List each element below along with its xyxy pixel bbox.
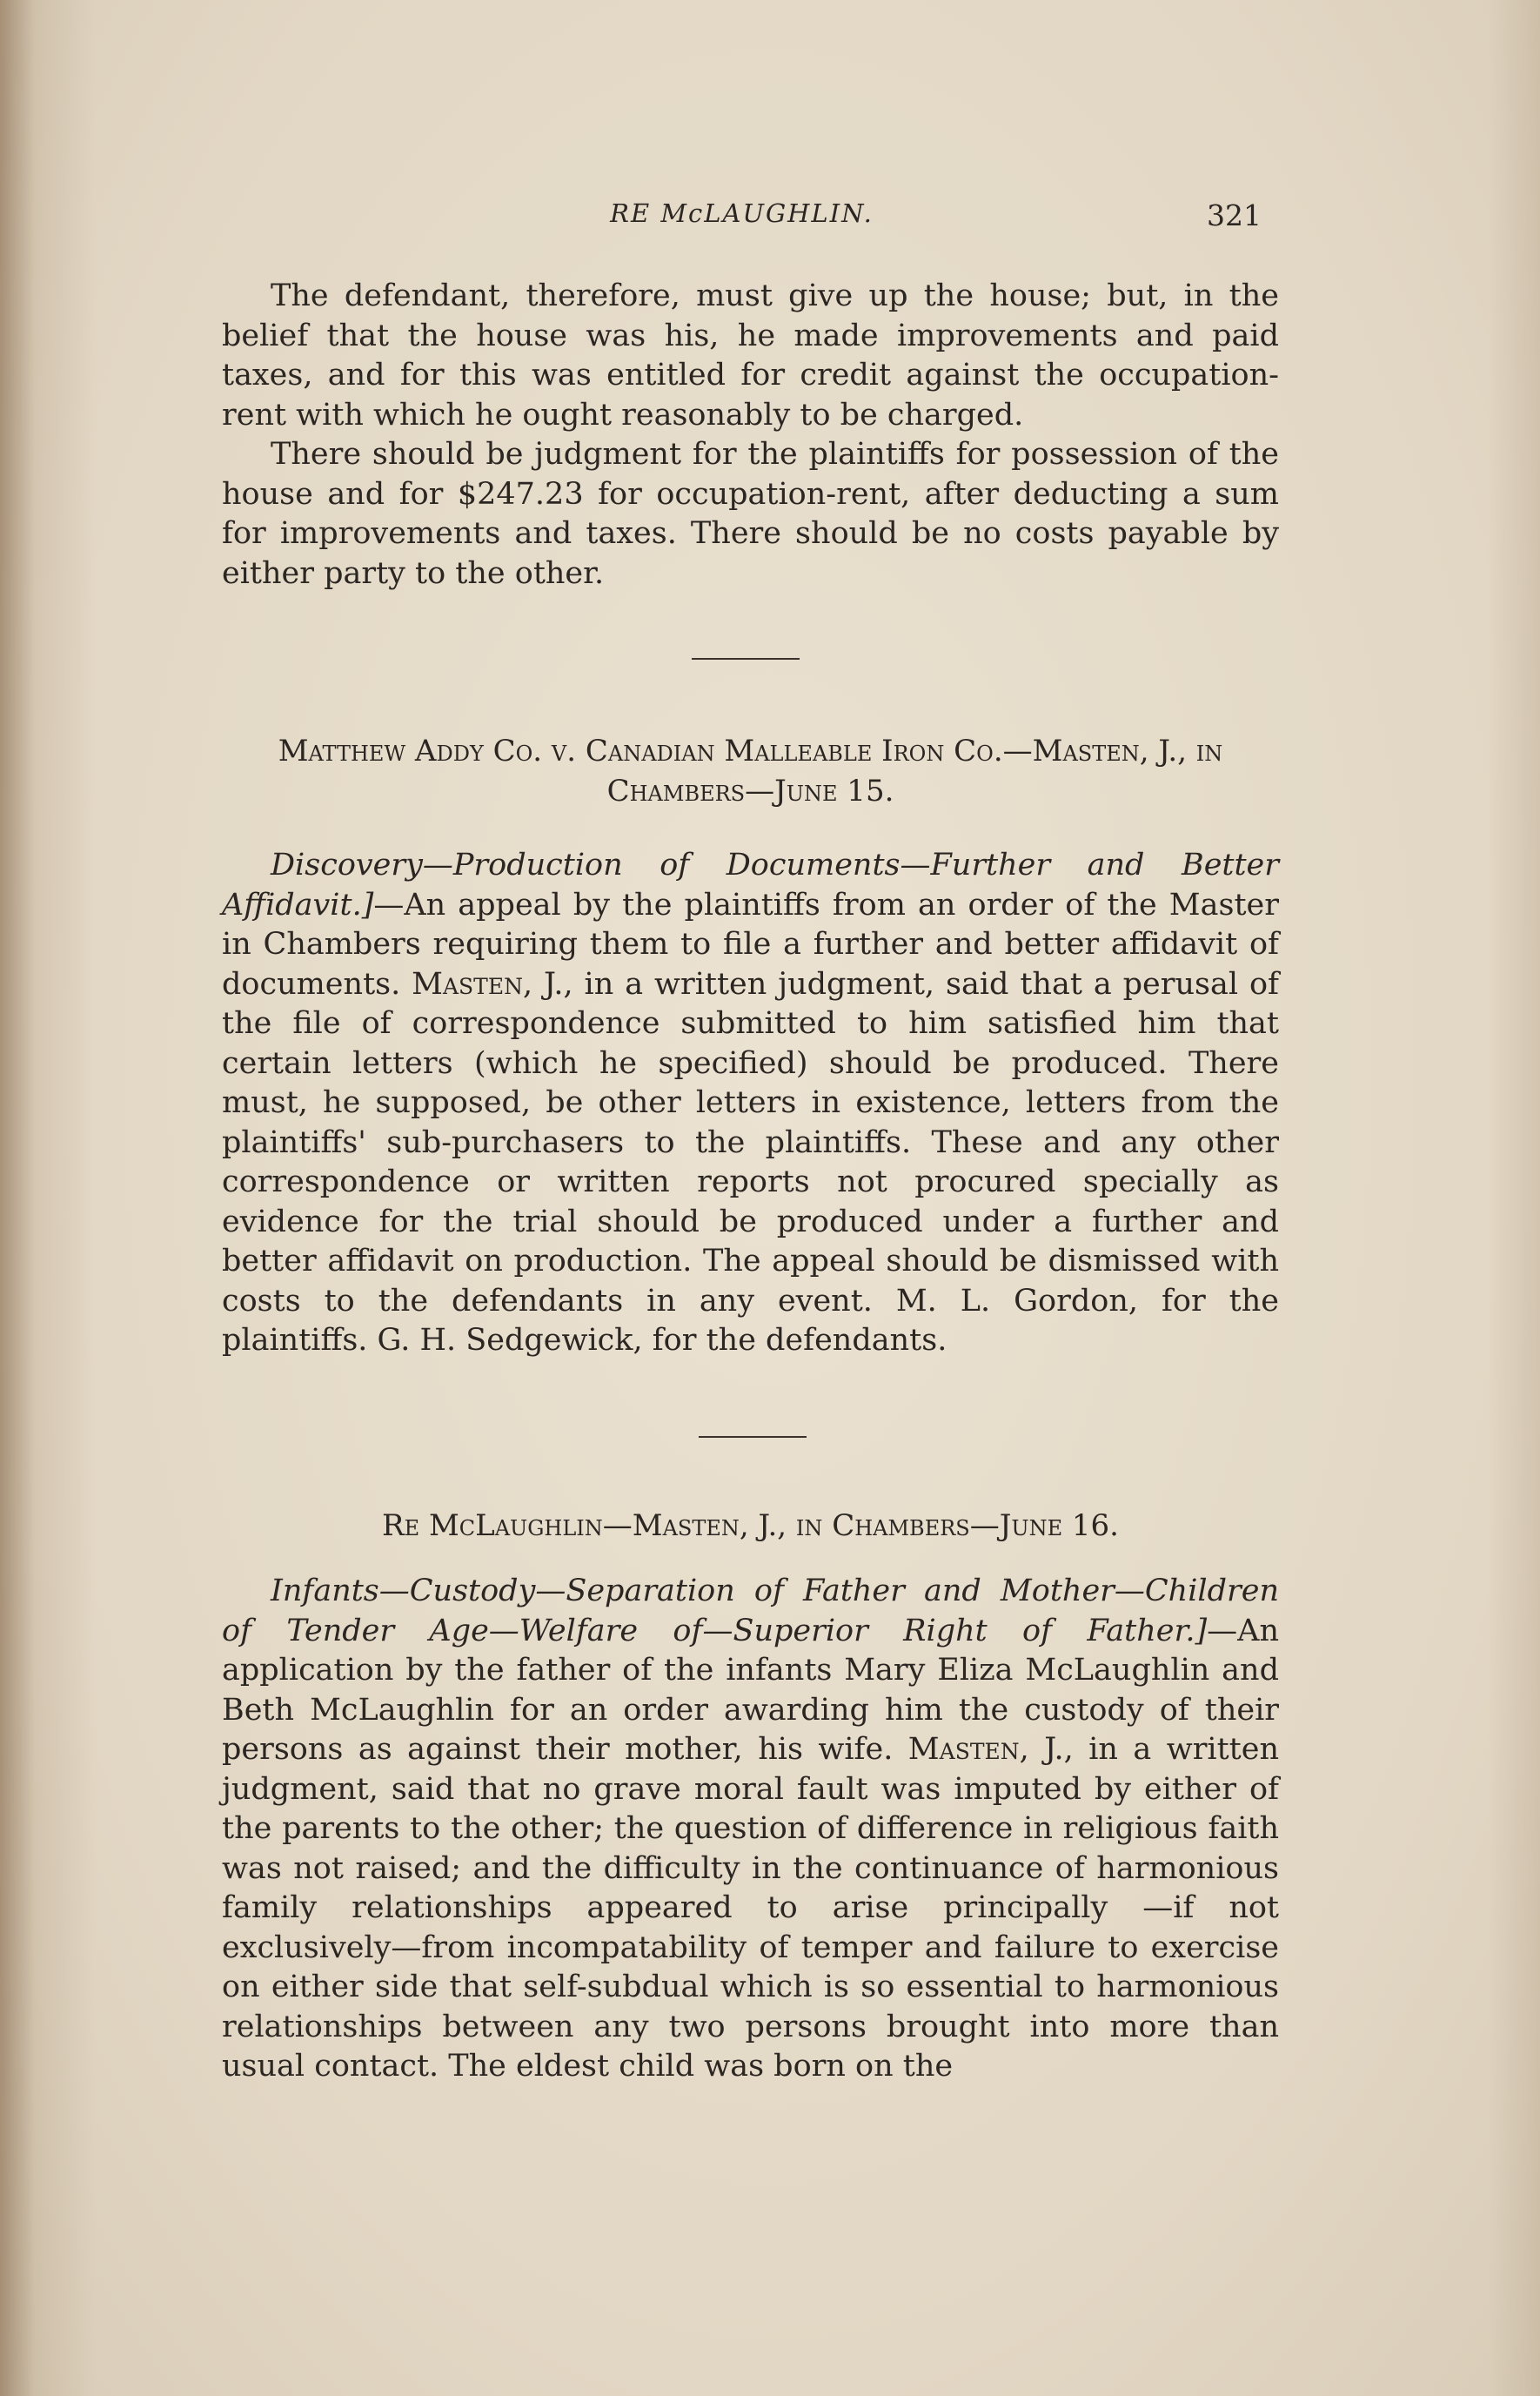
opening-paragraphs (222, 277, 1279, 594)
headnote: Discovery—Production of Documents—Further and Better Affidavit.] (222, 848, 1279, 923)
page-number: 321 (1207, 198, 1262, 232)
running-title: RE McLAUGHLIN. (610, 198, 874, 228)
case-text-continued: , in a written judgment, said that no grave moral fault was imputed by either of the parents to the other; the question of difference in religious faith was not raised; and the difficulty in the continuance of harmonious family relationships appeared to arise principally —if not exclusively—from incompatability of temper and failure to exercise on either side that self-subdual which is so essential to harmonious relationships between any two persons brought into more than usual contact. The eldest child was born on the (222, 1732, 1280, 2084)
paragraph: The defendant, therefore, must give up the house; but, in the belief that the house was his, he made improvements and paid taxes, and for this was entitled for credit against the occupation-rent with which he ought reasonably to be charged. (222, 279, 1279, 433)
case-caption: Re McLaughlin—Masten, J., in Chambers—June 16. (382, 1508, 1119, 1543)
case-paragraph (222, 1572, 1279, 2087)
case-addy (222, 731, 1279, 1361)
case-caption: Matthew Addy Co. v. Canadian Malleable Iron Co.—Masten, J., in Chambers—June 15. (278, 734, 1223, 809)
case-text: —An application by the father of the infants Mary Eliza McLaughlin and Beth McLaughlin for an order awarding him the custody of their persons as against their mother, his wife. (222, 1613, 1279, 1767)
headnote: Infants—Custody—Separation of Father and Mother—Children of Tender Age—Welfare of—Superior Right of Father.] (222, 1574, 1279, 1648)
case-text: —An appeal by the plaintiffs from an order of the Master in Chambers requiring them to file a further and better affidavit of documents. (222, 887, 1279, 1002)
judge-name: Masten, J. (412, 966, 564, 1002)
case-paragraph (222, 846, 1279, 1361)
case-mclaughlin (222, 1506, 1279, 2087)
section-divider (699, 1436, 807, 1438)
case-text-continued: , in a written judgment, said that a perusal of the file of correspondence submitted to him satisfied him that certain letters (which he specified) should be produced. There must, he supposed, be other letters in existence, letters from the plaintiffs' sub-purchasers to the plaintiffs. These and any other correspondence or written reports not procured specially as evidence for the trial should be produced under a further and better affidavit on production. The appeal should be dismissed with costs to the defendants in any event. M. L. Gordon, for the plaintiffs. G. H. Sedgewick, for the defendants. (222, 966, 1279, 1358)
judge-name: Masten, J. (907, 1732, 1064, 1767)
paragraph: There should be judgment for the plaintiffs for possession of the house and for $247.23 for occupation-rent, after deducting a sum for improvements and taxes. There should be no costs payable by either party to the other. (222, 437, 1279, 591)
section-divider (692, 658, 800, 660)
running-head (222, 198, 1262, 244)
